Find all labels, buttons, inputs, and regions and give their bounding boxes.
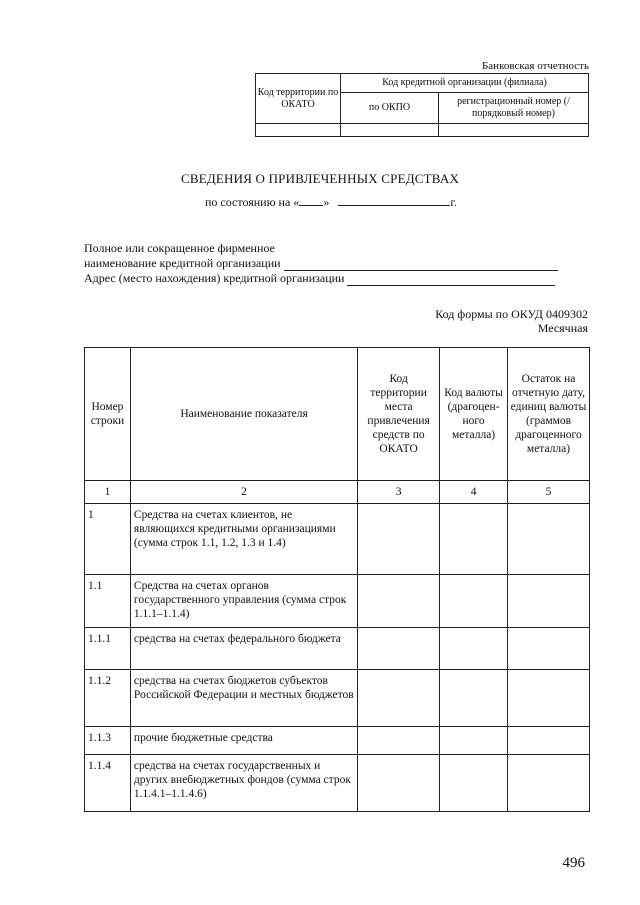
org-address-field[interactable]	[347, 274, 555, 286]
month-year-field[interactable]	[338, 193, 450, 206]
currency-cell[interactable]	[440, 727, 508, 755]
header-row-number: Номер строки	[85, 348, 131, 481]
header-indicator: Наименование показателя	[130, 348, 357, 481]
okpo-header: по ОКПО	[341, 93, 439, 124]
page-title: СВЕДЕНИЯ О ПРИВЛЕЧЕННЫХ СРЕДСТВАХ	[180, 171, 460, 186]
reg-number-cell[interactable]	[439, 124, 589, 137]
col-number: 2	[130, 481, 357, 504]
territory-cell[interactable]	[358, 628, 440, 670]
report-date-line	[205, 193, 457, 210]
credit-org-code-table	[255, 73, 589, 137]
table-row	[85, 575, 590, 628]
territory-cell[interactable]	[358, 670, 440, 727]
territory-code-cell[interactable]	[256, 124, 341, 137]
balance-cell[interactable]	[508, 727, 590, 755]
header-territory: Код территории места привлечения средств по ОКАТО	[358, 348, 440, 481]
org-name-line2: наименование кредитной организации	[84, 256, 281, 270]
balance-cell[interactable]	[508, 670, 590, 727]
header-balance: Остаток на отчетную дату, единиц валюты (граммов драгоценного металла)	[508, 348, 590, 481]
table-row	[85, 670, 590, 727]
day-field[interactable]	[299, 193, 323, 206]
row-number: 1.1.3	[85, 727, 131, 755]
currency-cell[interactable]	[440, 504, 508, 575]
form-okud-code: Код формы по ОКУД 0409302	[435, 307, 588, 321]
org-name-field[interactable]	[284, 259, 558, 271]
table-header-row	[85, 348, 590, 481]
date-suffix: г.	[450, 195, 457, 209]
org-address-label: Адрес (место нахождения) кредитной организации	[84, 271, 345, 285]
page-number: 496	[562, 855, 585, 871]
header-currency: Код валюты (драгоцен-ного металла)	[440, 348, 508, 481]
form-period: Месячная	[537, 321, 588, 335]
territory-cell[interactable]	[358, 504, 440, 575]
org-info-block	[84, 241, 584, 286]
org-name-line1: Полное или сокращенное фирменное	[84, 241, 275, 255]
org-code-group-header: Код кредитной организации (филиала)	[341, 74, 589, 93]
territory-cell[interactable]	[358, 727, 440, 755]
col-number: 1	[85, 481, 131, 504]
row-indicator: средства на счетах бюджетов субъектов Российской Федерации и местных бюджетов	[130, 670, 357, 727]
row-number: 1.1.2	[85, 670, 131, 727]
col-number: 4	[440, 481, 508, 504]
date-mid: »	[323, 195, 330, 209]
table-row	[85, 504, 590, 575]
row-indicator: Средства на счетах органов государственного управления (сумма строк 1.1.1–1.1.4)	[130, 575, 357, 628]
row-indicator: Средства на счетах клиентов, не являющихся кредитными организациями (сумма строк 1.1, 1.2, 1.3 и 1.4)	[130, 504, 357, 575]
table-row	[85, 727, 590, 755]
row-indicator: прочие бюджетные средства	[130, 727, 357, 755]
table-row	[85, 755, 590, 812]
currency-cell[interactable]	[440, 575, 508, 628]
balance-cell[interactable]	[508, 504, 590, 575]
territory-cell[interactable]	[358, 575, 440, 628]
okpo-cell[interactable]	[341, 124, 439, 137]
row-number: 1.1.1	[85, 628, 131, 670]
col-number: 3	[358, 481, 440, 504]
row-number: 1.1.4	[85, 755, 131, 812]
currency-cell[interactable]	[440, 670, 508, 727]
table-row	[85, 628, 590, 670]
form-code-block	[435, 307, 588, 335]
row-indicator: средства на счетах федерального бюджета	[130, 628, 357, 670]
currency-cell[interactable]	[440, 628, 508, 670]
row-number: 1	[85, 504, 131, 575]
attracted-funds-table	[84, 347, 590, 812]
date-prefix: по состоянию на «	[205, 195, 300, 209]
territory-cell[interactable]	[358, 755, 440, 812]
reg-number-header: регистрационный номер (/порядковый номер)	[439, 93, 589, 124]
row-indicator: средства на счетах государственных и других внебюджетных фондов (сумма строк 1.1.4.1–1.1.4.6)	[130, 755, 357, 812]
report-type-label: Банковская отчетность	[481, 60, 589, 72]
balance-cell[interactable]	[508, 575, 590, 628]
col-number: 5	[508, 481, 590, 504]
currency-cell[interactable]	[440, 755, 508, 812]
row-number: 1.1	[85, 575, 131, 628]
territory-code-header: Код территории по ОКАТО	[256, 74, 341, 124]
balance-cell[interactable]	[508, 628, 590, 670]
balance-cell[interactable]	[508, 755, 590, 812]
column-number-row	[85, 481, 590, 504]
